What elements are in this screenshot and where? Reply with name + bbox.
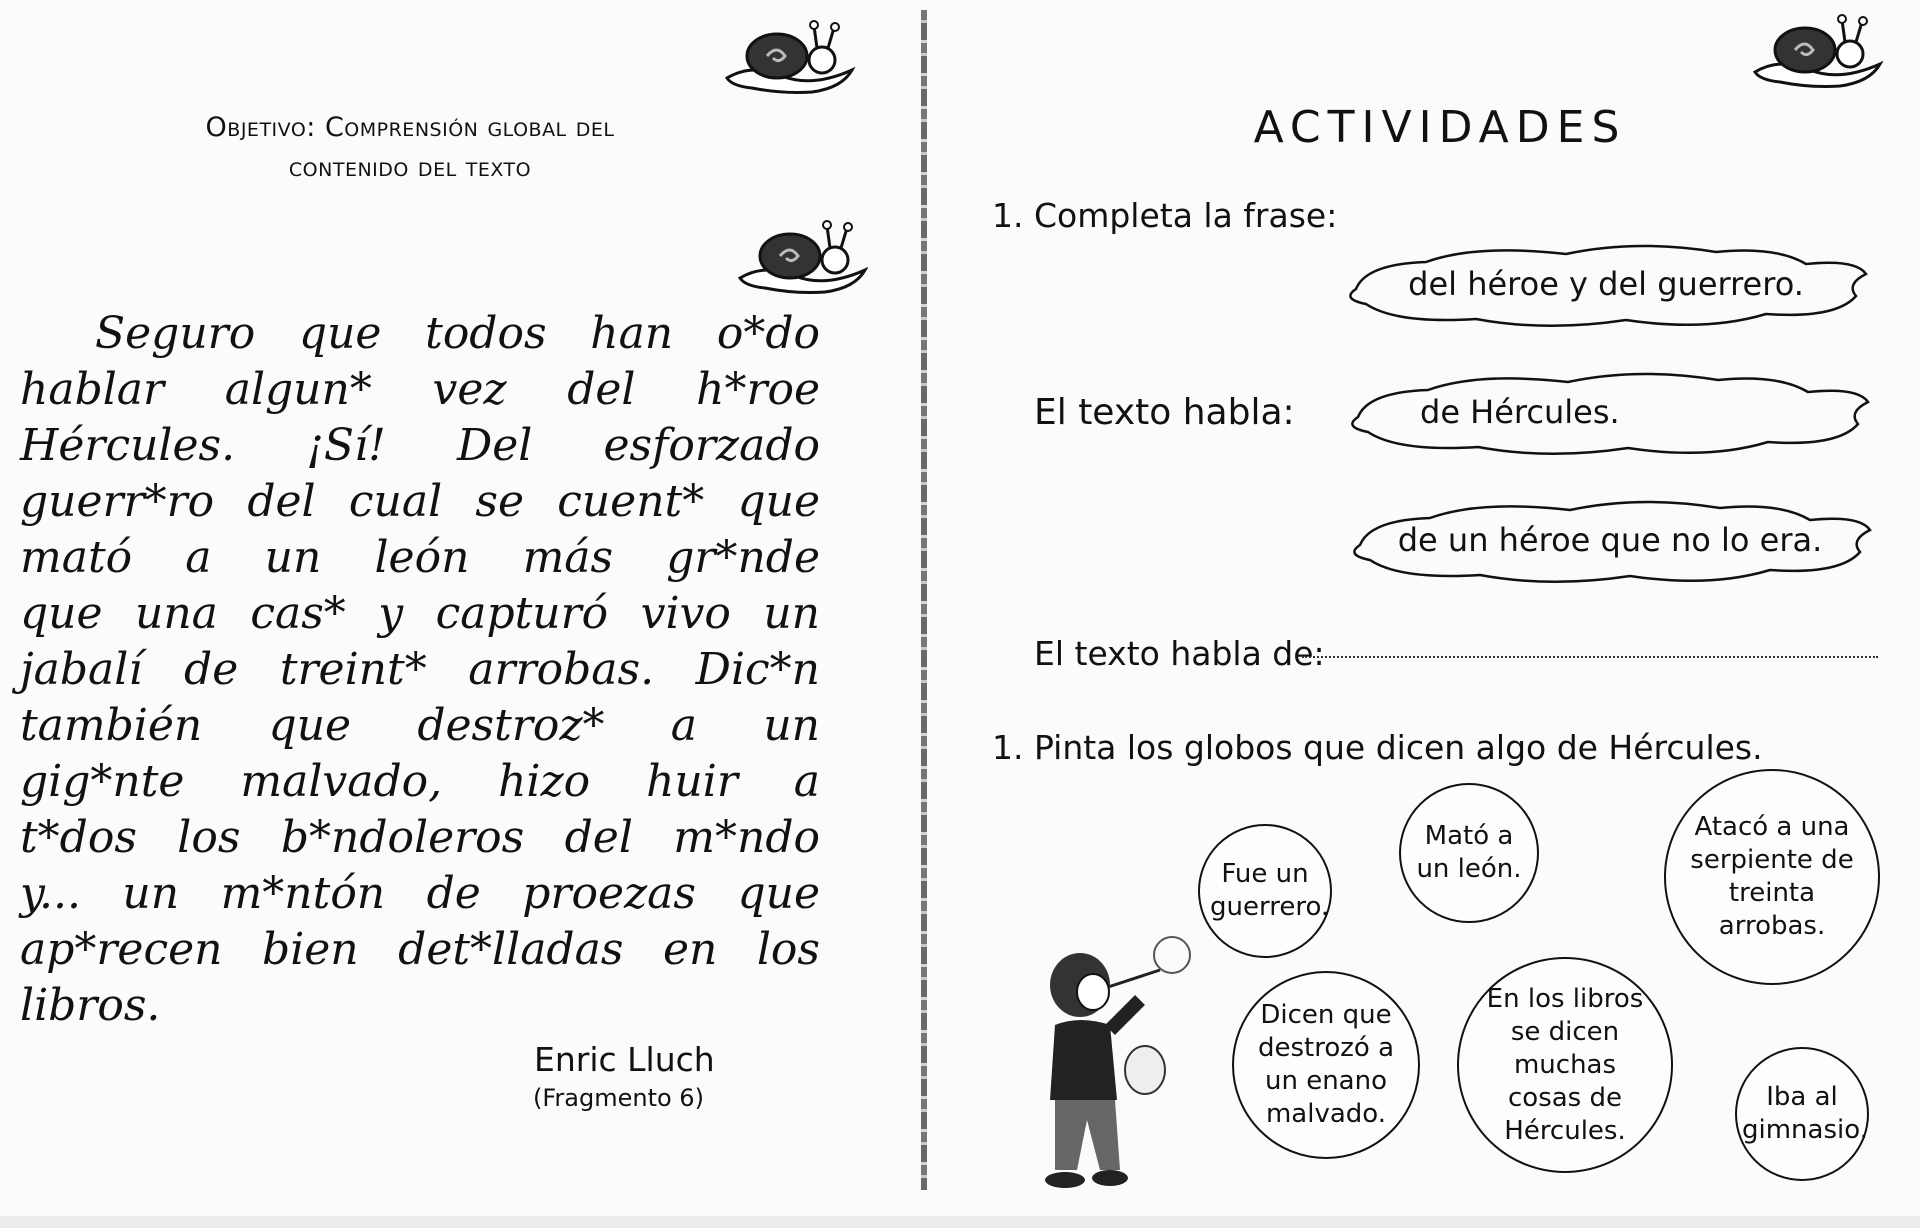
answer-line[interactable] [1302,656,1878,658]
page-divider [921,10,927,1190]
objective-heading [60,108,760,188]
text-line: Seguro que todos han o*do [95,308,820,359]
balloon-text: Dicen que destrozó a un enano malvado. [1257,1000,1395,1129]
snail-icon [735,218,875,298]
balloon-text: Fue un guerrero. [1210,859,1330,922]
author: Enric Lluch [534,1040,715,1079]
snail-icon [722,18,862,98]
balloon-text: Atacó a una serpiente de treinta arrobas. [1690,812,1854,941]
balloon[interactable] [1457,957,1673,1173]
text-line: mató a un león más gr*nde [20,532,820,583]
balloon-text: Mató a un león. [1416,821,1522,884]
text-line: t*dos los b*ndoleros del m*ndo [20,812,820,863]
balloon[interactable] [1399,783,1539,923]
reading-text [20,306,820,1034]
text-line: también que destroz* a un [20,700,820,751]
text-line: guerr*ro del cual se cuent* que [20,476,820,527]
text-line: y... un m*ntón de proezas que [20,868,820,919]
objective-line: Objetivo: Comprensión global del [205,112,615,143]
text-line: que una cas* y capturó vivo un [20,588,820,639]
activities-title: ACTIVIDADES [1253,102,1627,153]
balloon-text: En los libros se dicen muchas cosas de Hércules. [1486,983,1644,1146]
text-line: Hércules. ¡Sí! Del esforzado [20,420,820,471]
text-line: libros. [20,980,161,1031]
option-text: de un héroe que no lo era. [1397,521,1823,559]
question-2: 1. Pinta los globos que dicen algo de Hércules. [992,728,1763,767]
option-cloud[interactable] [1336,234,1876,334]
text-line: jabalí de treint* arrobas. Dic*n [20,644,820,695]
text-habla-label: El texto habla: [1034,392,1295,433]
boy-blowing-bubbles-illustration [1025,930,1195,1200]
balloon[interactable] [1664,769,1880,985]
question-1: 1. Completa la frase: [992,196,1338,235]
option-text: de Hércules. [1420,393,1620,431]
balloon[interactable] [1735,1047,1869,1181]
option-cloud[interactable] [1338,362,1878,462]
fragment-label: (Fragmento 6) [533,1084,704,1112]
text-habla-de-label: El texto habla de: [1034,634,1325,673]
text-line: gig*nte malvado, hizo huir a [20,756,820,807]
snail-icon [1750,12,1890,92]
page-bottom-edge [0,1216,1920,1228]
option-cloud[interactable] [1340,490,1880,590]
balloon[interactable] [1232,971,1420,1159]
balloon[interactable] [1198,824,1332,958]
option-text: del héroe y del guerrero. [1408,265,1804,303]
text-line: hablar algun* vez del h*roe [20,364,820,415]
objective-line: contenido del texto [288,152,532,183]
balloon-text: Iba al gimnasio. [1742,1082,1868,1145]
text-line: ap*recen bien det*lladas en los [20,924,820,975]
